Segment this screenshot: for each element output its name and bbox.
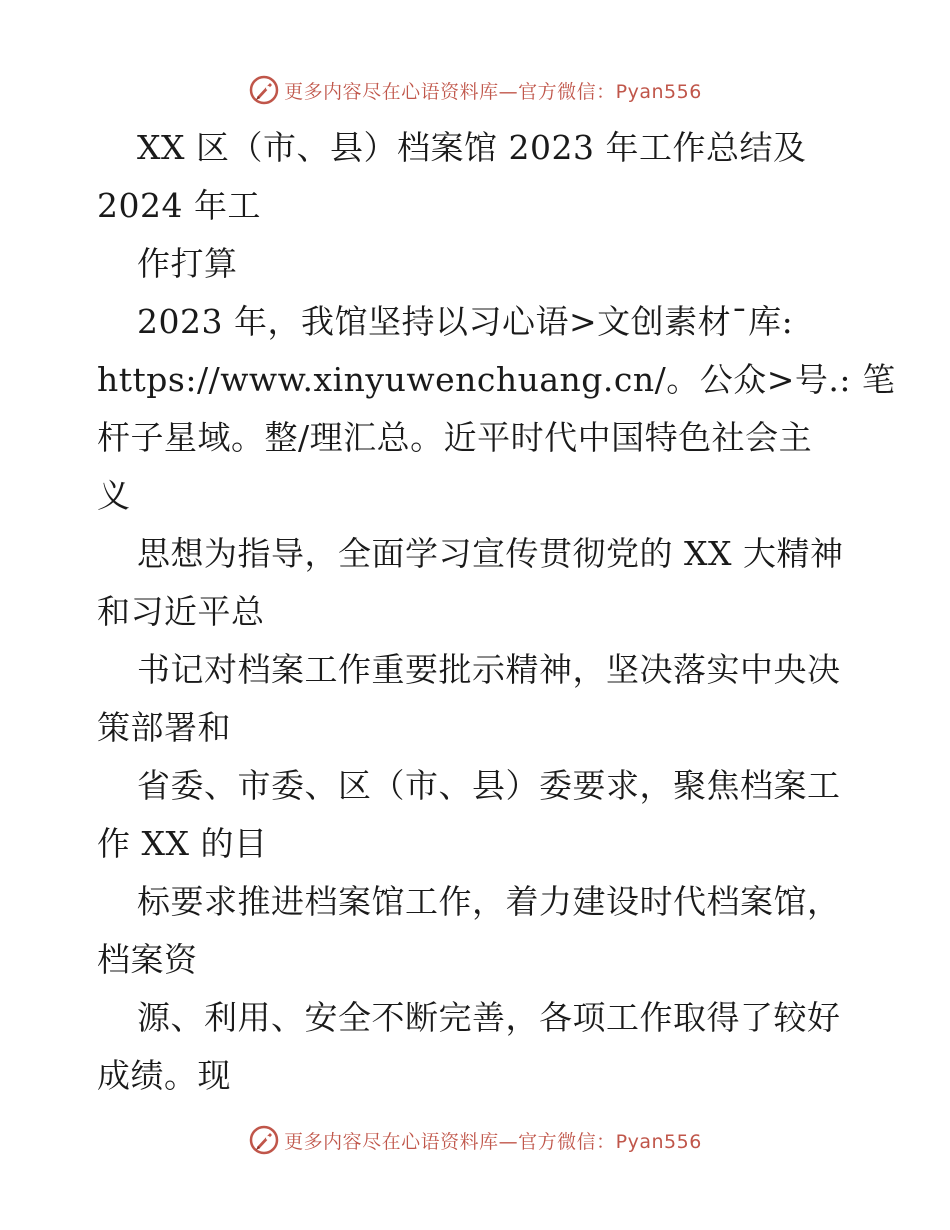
document-body <box>97 119 896 1105</box>
document-line: 思想为指导，全面学习宣传贯彻党的 XX 大精神 <box>137 534 844 573</box>
watermark-text: 更多内容尽在心语资料库—官方微信：Pyan556 <box>284 1130 702 1153</box>
document-line: 杆子星域。整/理汇总。近平时代中国特色社会主 <box>97 418 813 457</box>
document-line: 省委、市委、区（市、县）委要求，聚焦档案工 <box>137 766 841 805</box>
quill-pen-circle-icon <box>248 1124 280 1156</box>
document-line: 作 XX 的目 <box>97 824 268 863</box>
document-line: 2023 年，我馆坚持以习心语>文创素材¯库: <box>137 302 794 341</box>
document-line: 档案资 <box>97 940 198 979</box>
document-line: 标要求推进档案馆工作，着力建设时代档案馆， <box>137 882 841 921</box>
header-watermark <box>0 70 950 110</box>
document-line: 策部署和 <box>97 708 231 747</box>
document-line: 2024 年工 <box>97 186 261 225</box>
document-line: 作打算 <box>137 244 238 283</box>
document-line: 成绩。现 <box>97 1056 231 1095</box>
document-line: 源、利用、安全不断完善，各项工作取得了较好 <box>137 998 841 1037</box>
document-line: 和习近平总 <box>97 592 265 631</box>
document-line: 书记对档案工作重要批示精神，坚决落实中央决 <box>137 650 841 689</box>
document-line: XX 区（市、县）档案馆 2023 年工作总结及 <box>137 128 807 167</box>
document-line: 义 <box>97 476 131 515</box>
watermark-text: 更多内容尽在心语资料库—官方微信：Pyan556 <box>284 80 702 103</box>
quill-pen-circle-icon <box>248 74 280 106</box>
footer-watermark <box>0 1120 950 1160</box>
document-line: https://www.xinyuwenchuang.cn/。公众>号.: 笔 <box>97 360 896 399</box>
